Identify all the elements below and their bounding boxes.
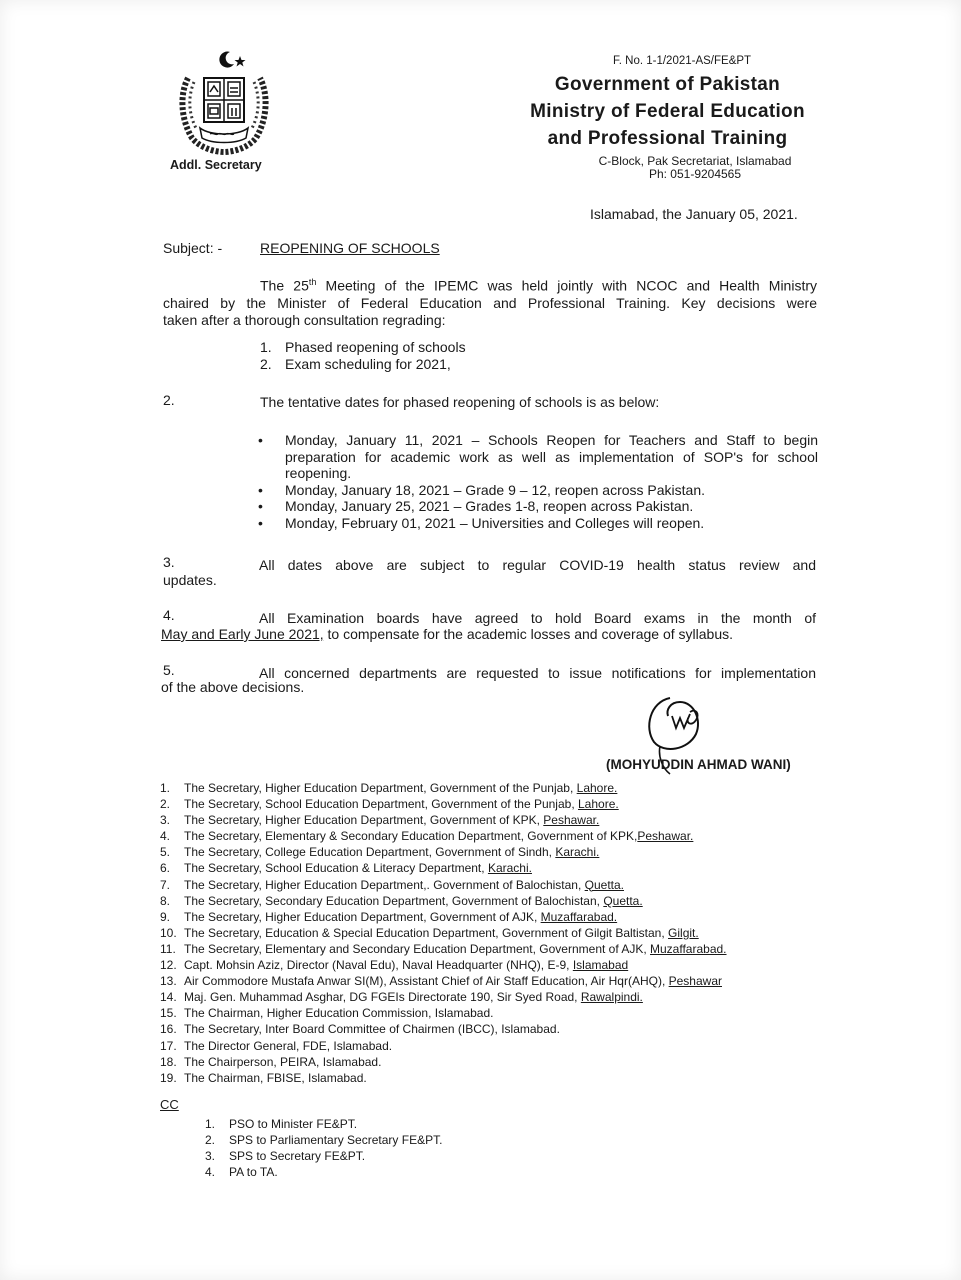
table-row — [160, 844, 840, 860]
cc-recipient: SPS to Secretary FE&PT. — [229, 1149, 366, 1163]
list-number: 2. — [260, 356, 272, 372]
list-number: 15. — [160, 1006, 177, 1021]
recipient-city: Peshawar. — [637, 829, 694, 844]
bullet-line: preparation for academic work as well as implementation of SOP's for school — [285, 448, 818, 465]
list-number: 17. — [160, 1038, 177, 1053]
letterhead-ministry: Ministry of Federal Education — [530, 101, 805, 122]
reopening-dates-list — [258, 432, 818, 531]
list-number: 5. — [160, 845, 171, 860]
designation: Addl. Secretary — [170, 158, 262, 172]
table-row — [160, 957, 840, 973]
bullet-line: Monday, January 11, 2021 – Schools Reopen for Teachers and Staff to begin — [285, 432, 818, 448]
paragraph-1-line-1 — [163, 274, 817, 295]
recipient-city: Karachi. — [555, 845, 600, 860]
table-row — [160, 1021, 840, 1037]
recipient-text: The Director General, FDE, Islamabad. — [184, 1038, 393, 1053]
list-number: 9. — [160, 909, 171, 924]
table-row — [160, 828, 840, 844]
recipient-city: Islamabad — [572, 958, 629, 973]
paragraph-1 — [163, 274, 817, 329]
file-number: F. No. 1-1/2021-AS/FE&PT — [613, 55, 752, 67]
letter-date: Islamabad, the January 05, 2021. — [590, 206, 798, 222]
state-emblem-icon — [170, 48, 278, 156]
paragraph-2-text: The tentative dates for phased reopening of schools is as below: — [260, 394, 660, 410]
cc-recipient: PA to TA. — [229, 1165, 278, 1179]
letterhead-government: Government of Pakistan — [554, 74, 781, 95]
recipient-city: Rawalpindi. — [580, 990, 643, 1005]
recipient-city: Quetta. — [584, 877, 624, 892]
paragraph-3-number: 3. — [163, 554, 175, 570]
recipient-text: The Secretary, Secondary Education Department, Government of Balochistan, — [184, 893, 604, 908]
bullet-line: Monday, January 25, 2021 – Grades 1-8, reopen across Pakistan. — [285, 498, 694, 514]
list-number: 7. — [160, 877, 171, 892]
table-row — [160, 893, 840, 909]
subject-text: REOPENING OF SCHOOLS — [260, 240, 440, 256]
cc-recipient: PSO to Minister FE&PT. — [229, 1117, 358, 1131]
cc-list — [205, 1116, 442, 1180]
paragraph-5-line-1: All concerned departments are requested to issue notifications for implementation — [259, 665, 816, 681]
recipient-text: The Secretary, Higher Education Department, Government of AJK, — [184, 909, 541, 924]
table-row — [160, 925, 840, 941]
paragraph-2-number: 2. — [163, 392, 175, 408]
table-row — [160, 860, 840, 876]
table-row — [160, 812, 840, 828]
paragraph-3-line-1: All dates above are subject to regular COVID-19 health status review and — [259, 557, 816, 573]
paragraph-1-line-2: chaired by the Minister of Federal Education and Professional Training. Key decisions were — [163, 294, 817, 311]
subject-label: Subject: - — [163, 240, 223, 256]
recipient-city: Karachi. — [487, 861, 532, 876]
cc-label: CC — [160, 1097, 179, 1112]
table-row — [160, 941, 840, 957]
recipient-text: The Secretary, Education & Special Education Department, Government of Gilgit Baltistan, — [184, 925, 669, 940]
list-item — [205, 1116, 442, 1132]
bullet-icon: • — [258, 432, 263, 448]
recipient-text: The Secretary, School Education & Literacy Department, — [184, 861, 488, 876]
bullet-icon: • — [258, 481, 263, 498]
recipient-text: The Secretary, Elementary & Secondary Education Department, Government of KPK, — [184, 829, 638, 844]
decision-text: Exam scheduling for 2021, — [285, 356, 451, 372]
recipient-city: Lahore. — [576, 781, 618, 795]
recipient-city: Quetta. — [603, 893, 643, 908]
table-row — [160, 973, 840, 989]
list-number: 1. — [260, 339, 272, 355]
recipient-text: Capt. Mohsin Aziz, Director (Naval Edu), Naval Headquarter (NHQ), E-9, — [184, 958, 573, 973]
recipient-text: Air Commodore Mustafa Anwar SI(M), Assistant Chief of Air Staff Education, Air Hqr(AHQ), — [184, 974, 669, 989]
bullet-line: reopening. — [285, 465, 352, 481]
decision-item — [260, 339, 466, 356]
list-number: 3. — [205, 1149, 216, 1163]
table-row — [160, 877, 840, 893]
list-number: 3. — [160, 813, 171, 828]
paragraph-1-text: The 25 — [260, 277, 309, 294]
paragraph-5-number: 5. — [163, 662, 175, 678]
list-item — [258, 432, 818, 482]
recipient-text: The Secretary, Higher Education Department, Government of the Punjab, — [184, 781, 577, 795]
list-number: 1. — [205, 1117, 216, 1131]
list-number: 13. — [160, 974, 177, 989]
paragraph-5-line-2: of the above decisions. — [161, 679, 305, 695]
table-row — [160, 796, 840, 812]
list-number: 16. — [160, 1022, 177, 1037]
paragraph-4-text: to compensate for the academic losses and coverage of syllabus. — [323, 626, 733, 642]
table-row — [160, 1070, 840, 1086]
recipient-text: The Secretary, College Education Department, Government of Sindh, — [184, 845, 556, 860]
paragraph-3-line-2: updates. — [163, 572, 217, 588]
bullet-line: Monday, January 18, 2021 – Grade 9 – 12, reopen across Pakistan. — [285, 481, 705, 498]
table-row — [160, 780, 840, 796]
table-row — [160, 1054, 840, 1070]
list-number: 2. — [205, 1133, 216, 1147]
list-number: 6. — [160, 861, 171, 876]
decision-text: Phased reopening of schools — [285, 339, 466, 355]
list-number: 1. — [160, 781, 171, 795]
paragraph-1-text: Meeting of the IPEMC was held jointly with NCOC and Health Ministry — [316, 277, 818, 294]
list-number: 4. — [205, 1165, 216, 1179]
recipient-text: The Secretary, Inter Board Committee of Chairmen (IBCC), Islamabad. — [184, 1022, 560, 1037]
paragraph-4-line-1: All Examination boards have agreed to hold Board exams in the month of — [259, 610, 816, 626]
recipient-city: Gilgit. — [668, 925, 699, 940]
recipient-text: The Secretary, Elementary and Secondary Education Department, Government of AJK, — [184, 941, 651, 956]
paragraph-4-line-2 — [161, 626, 733, 643]
list-number: 2. — [160, 797, 171, 812]
distribution-list — [160, 780, 840, 1086]
recipient-city: Muzaffarabad. — [650, 941, 727, 956]
exam-period: May and Early June 2021, — [161, 626, 324, 642]
table-row — [160, 1005, 840, 1021]
list-item — [258, 482, 818, 499]
table-row — [160, 989, 840, 1005]
letterhead-phone: Ph: 051-9204565 — [648, 167, 742, 181]
list-number: 14. — [160, 990, 177, 1005]
paragraph-4-number: 4. — [163, 607, 175, 623]
letterhead-address: C-Block, Pak Secretariat, Islamabad — [598, 154, 792, 168]
recipient-city: Peshawar — [668, 974, 722, 989]
list-number: 8. — [160, 893, 171, 908]
recipient-text: The Secretary, Higher Education Department, Government of KPK, — [184, 813, 544, 828]
table-row — [160, 1038, 840, 1054]
list-number: 11. — [160, 941, 176, 956]
bullet-icon: • — [258, 498, 263, 514]
recipient-text: The Chairperson, PEIRA, Islamabad. — [184, 1054, 382, 1069]
recipient-text: The Secretary, Higher Education Department,. Government of Balochistan, — [184, 877, 585, 892]
list-item — [205, 1164, 442, 1180]
recipient-text: The Chairman, FBISE, Islamabad. — [184, 1070, 367, 1085]
table-row — [160, 909, 840, 925]
recipient-text: Maj. Gen. Muhammad Asghar, DG FGEIs Directorate 190, Sir Syed Road, — [184, 990, 581, 1005]
list-item — [258, 498, 818, 515]
recipient-text: The Secretary, School Education Department, Government of the Punjab, — [184, 797, 578, 812]
superscript: th — [308, 277, 317, 287]
list-item — [205, 1132, 442, 1148]
cc-recipient: SPS to Parliamentary Secretary FE&PT. — [229, 1133, 443, 1147]
recipient-city: Lahore. — [578, 797, 619, 812]
recipient-city: Peshawar. — [543, 813, 600, 828]
recipient-text: The Chairman, Higher Education Commission, Islamabad. — [184, 1006, 494, 1021]
list-item — [258, 515, 818, 532]
list-number: 10. — [160, 925, 177, 940]
letterhead-ministry-cont: and Professional Training — [547, 128, 788, 149]
bullet-line: Monday, February 01, 2021 – Universities and Colleges will reopen. — [285, 514, 705, 531]
decision-item — [260, 356, 451, 373]
list-number: 4. — [160, 829, 171, 844]
list-item — [205, 1148, 442, 1164]
paragraph-1-line-3: taken after a thorough consultation regrading: — [163, 311, 446, 328]
signatory-name: (MOHYUDDIN AHMAD WANI) — [606, 757, 791, 772]
bullet-icon: • — [258, 514, 263, 531]
list-number: 18. — [160, 1054, 177, 1069]
list-number: 12. — [160, 958, 177, 973]
list-number: 19. — [160, 1070, 177, 1085]
recipient-city: Muzaffarabad. — [540, 909, 618, 924]
